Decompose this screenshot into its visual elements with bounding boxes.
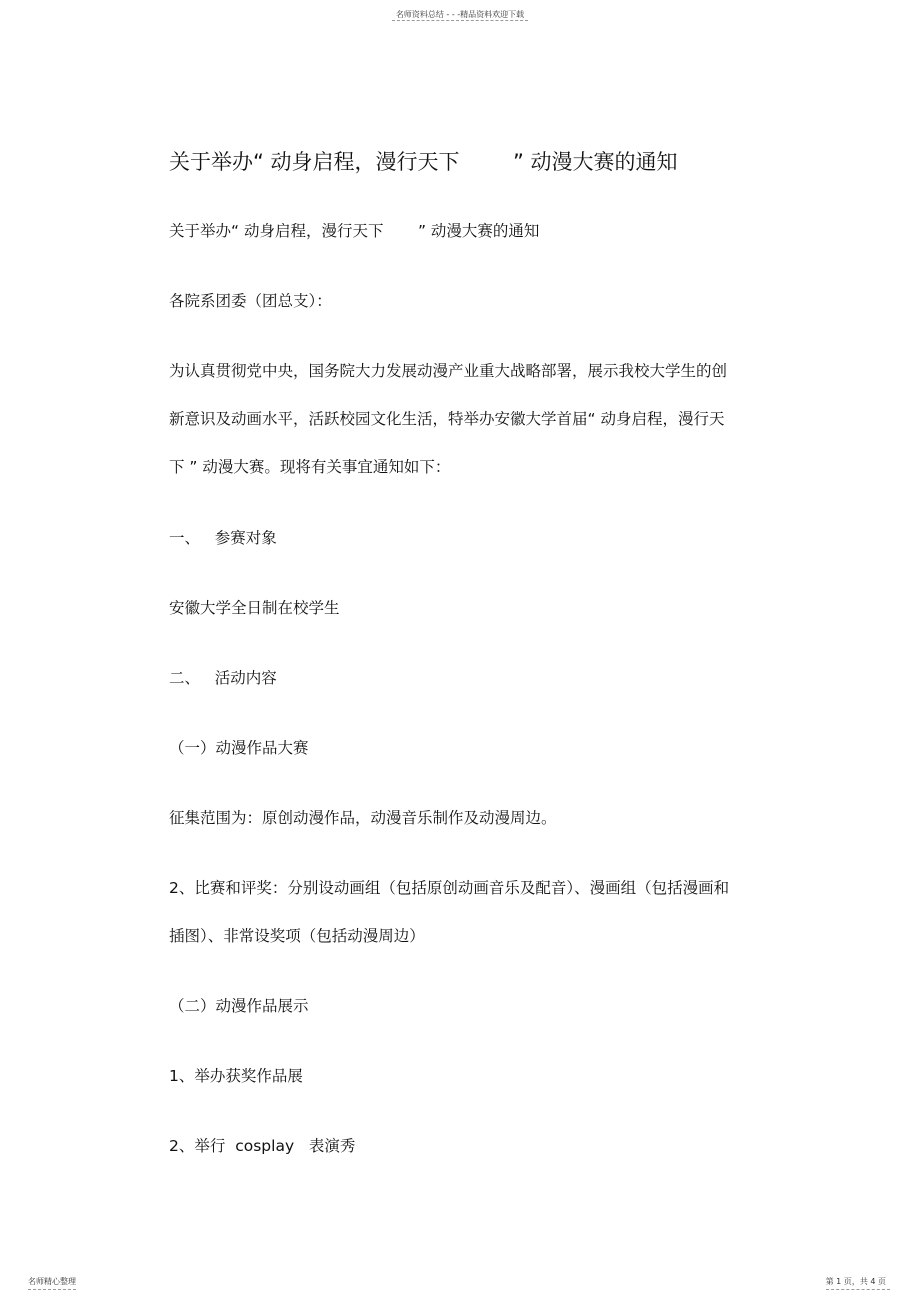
page-header: 名师资料总结 - - -精品资料欢迎下载 [395, 10, 525, 19]
list-item: 2、举行 cosplay 表演秀 [169, 1137, 356, 1155]
body-paragraph-line: 插图）、非常设奖项（包括动漫周边） [169, 927, 425, 945]
subtitle-line: 关于举办“ 动身启程，漫行天下 ” 动漫大赛的通知 [169, 222, 540, 240]
body-text: 安徽大学全日制在校学生 [169, 599, 340, 617]
subsection-heading: （二）动漫作品展示 [169, 997, 309, 1015]
page-number: 第 1 页，共 4 页 [825, 1277, 886, 1286]
salutation: 各院系团委（团总支）： [169, 292, 332, 310]
section-heading: 一、 参赛对象 [169, 529, 277, 547]
body-paragraph-line: 为认真贯彻党中央，国务院大力发展动漫产业重大战略部署，展示我校大学生的创 [169, 362, 728, 380]
body-paragraph-line: 2、比赛和评奖：分别设动画组（包括原创动画音乐及配音）、漫画组（包括漫画和 [169, 879, 730, 897]
section-heading: 二、 活动内容 [169, 669, 277, 687]
body-text: 征集范围为：原创动漫作品，动漫音乐制作及动漫周边。 [169, 809, 557, 827]
subsection-heading: （一）动漫作品大赛 [169, 739, 309, 757]
body-paragraph-line: 新意识及动画水平，活跃校园文化生活，特举办安徽大学首届“ 动身启程，漫行天 [169, 410, 725, 428]
document-title: 关于举办“ 动身启程，漫行天下 ” 动漫大赛的通知 [169, 150, 678, 174]
header-divider [392, 20, 528, 21]
list-item: 1、举办获奖作品展 [169, 1067, 303, 1085]
body-paragraph-line: 下 ” 动漫大赛。现将有关事宜通知如下： [169, 458, 451, 476]
footer-left-divider [28, 1289, 76, 1290]
footer-left-text: 名师精心整理 [28, 1277, 76, 1286]
footer-right-divider [826, 1289, 890, 1290]
